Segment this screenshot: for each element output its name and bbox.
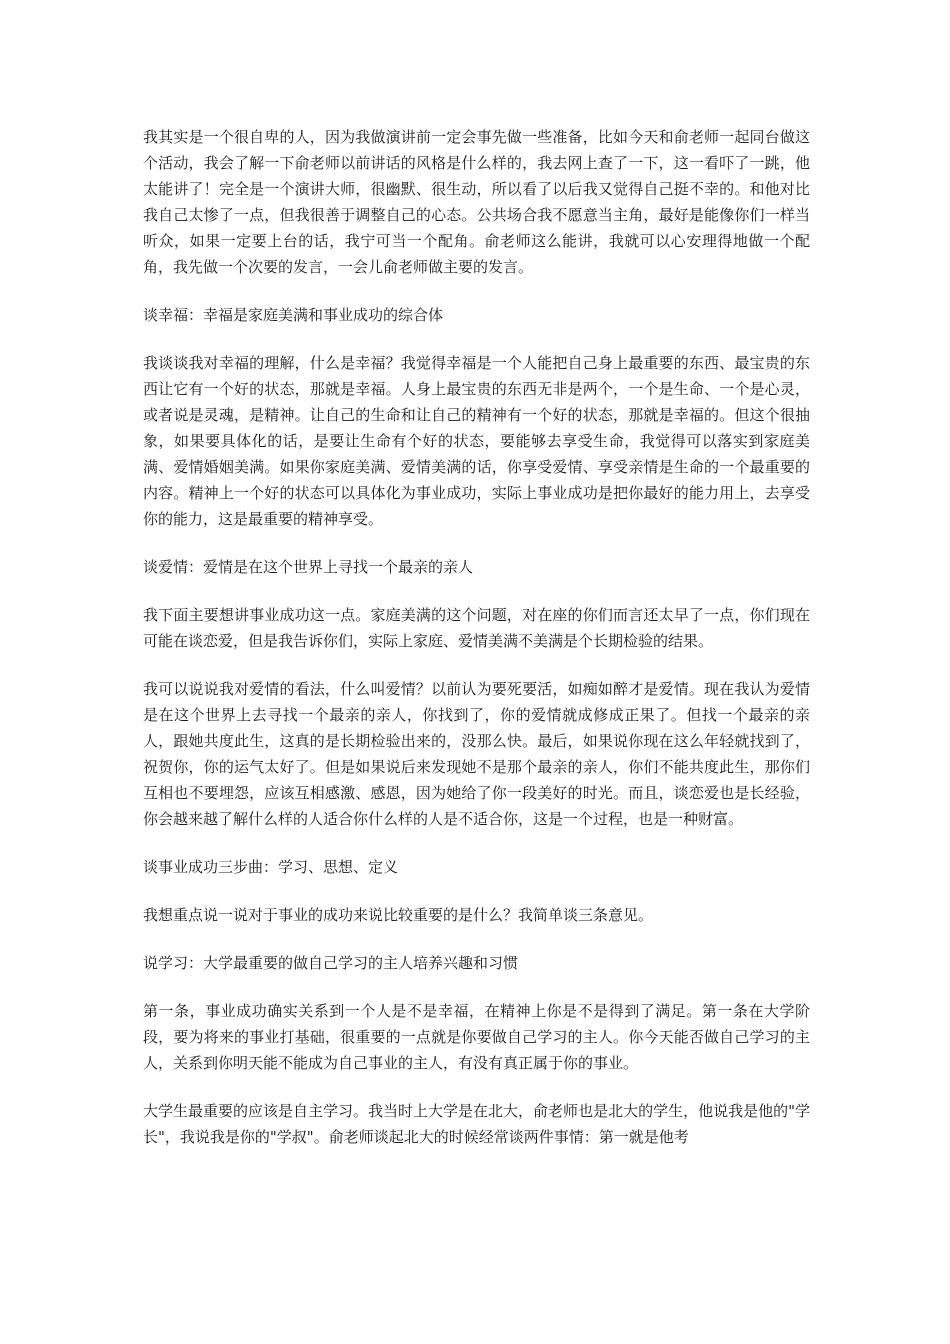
career-focus-paragraph: 我想重点说一说对于事业的成功来说比较重要的是什么？我简单谈三条意见。 [143, 906, 654, 924]
learning-paragraph-1: 第一条，事业成功确实关系到一个人是不是幸福，在精神上你是不是得到了满足。第一条在大学阶段，要为将来的事业打基础，很重要的一点就是你要做自己学习的主人。你今天能否做自己学习的主人，关系到你明天能不能成为自己事业的主人，有没有真正属于你的事业。 [143, 1002, 810, 1072]
love-paragraph: 我可以说说我对爱情的看法，什么叫爱情？以前认为要死要活，如痴如醉才是爱情。现在我认为爱情是在这个世界上去寻找一个最亲的亲人，你找到了，你的爱情就成修成正果了。但找一个最亲的亲人，跟她共度此生，这真的是长期检验出来的，没那么快。最后，如果说你现在这么年轻就找到了，祝贺你，你的运气太好了。但是如果说后来发现她不是那个最亲的亲人，你们不能共度此生，那你们互相也不要埋怨，应该互相感激、感恩，因为她给了你一段美好的时光。而且，谈恋爱也是长经验，你会越来越了解什么样的人适合你什么样的人是不适合你，这是一个过程，也是一种财富。 [143, 680, 810, 828]
section-heading-happiness: 谈幸福：幸福是家庭美满和事业成功的综合体 [143, 306, 444, 324]
section-heading-career-steps: 谈事业成功三步曲：学习、思想、定义 [143, 858, 399, 876]
section-heading-learning: 说学习：大学最重要的做自己学习的主人培养兴趣和习惯 [143, 954, 519, 972]
section-heading-love: 谈爱情：爱情是在这个世界上寻找一个最亲的亲人 [143, 558, 474, 576]
happiness-paragraph: 我谈谈我对幸福的理解，什么是幸福？我觉得幸福是一个人能把自己身上最重要的东西、最宝贵的东西让它有一个好的状态，那就是幸福。人身上最宝贵的东西无非是两个，一个是生命、一个是心灵，或者说是灵魂，是精神。让自己的生命和让自己的精神有一个好的状态，那就是幸福的。但这个很抽象，如果要具体化的话，是要让生命有个好的状态，要能够去享受生命，我觉得可以落实到家庭美满、爱情婚姻美满。如果你家庭美满、爱情美满的话，你享受爱情、享受亲情是生命的一个最重要的内容。精神上一个好的状态可以具体化为事业成功，实际上事业成功是把你最好的能力用上，去享受你的能力，这是最重要的精神享受。 [143, 354, 810, 528]
intro-paragraph: 我其实是一个很自卑的人，因为我做演讲前一定会事先做一些准备，比如今天和俞老师一起同台做这个活动，我会了解一下俞老师以前讲话的风格是什么样的，我去网上查了一下，这一看吓了一跳，他太能讲了！完全是一个演讲大师，很幽默、很生动，所以看了以后我又觉得自己挺不幸的。和他对比我自己太惨了一点，但我很善于调整自己的心态。公共场合我不愿意当主角，最好是能像你们一样当听众，如果一定要上台的话，我宁可当一个配角。俞老师这么能讲，我就可以心安理得地做一个配角，我先做一个次要的发言，一会儿俞老师做主要的发言。 [143, 128, 810, 276]
career-intro-paragraph: 我下面主要想讲事业成功这一点。家庭美满的这个问题，对在座的你们而言还太早了一点，你们现在可能在谈恋爱，但是我告诉你们，实际上家庭、爱情美满不美满是个长期检验的结果。 [143, 606, 810, 650]
learning-paragraph-2: 大学生最重要的应该是自主学习。我当时上大学是在北大，俞老师也是北大的学生，他说我是他的"学长"，我说我是你的"学叔"。俞老师谈起北大的时候经常谈两件事情：第一就是他考 [143, 1102, 810, 1146]
document-page [143, 124, 810, 1172]
